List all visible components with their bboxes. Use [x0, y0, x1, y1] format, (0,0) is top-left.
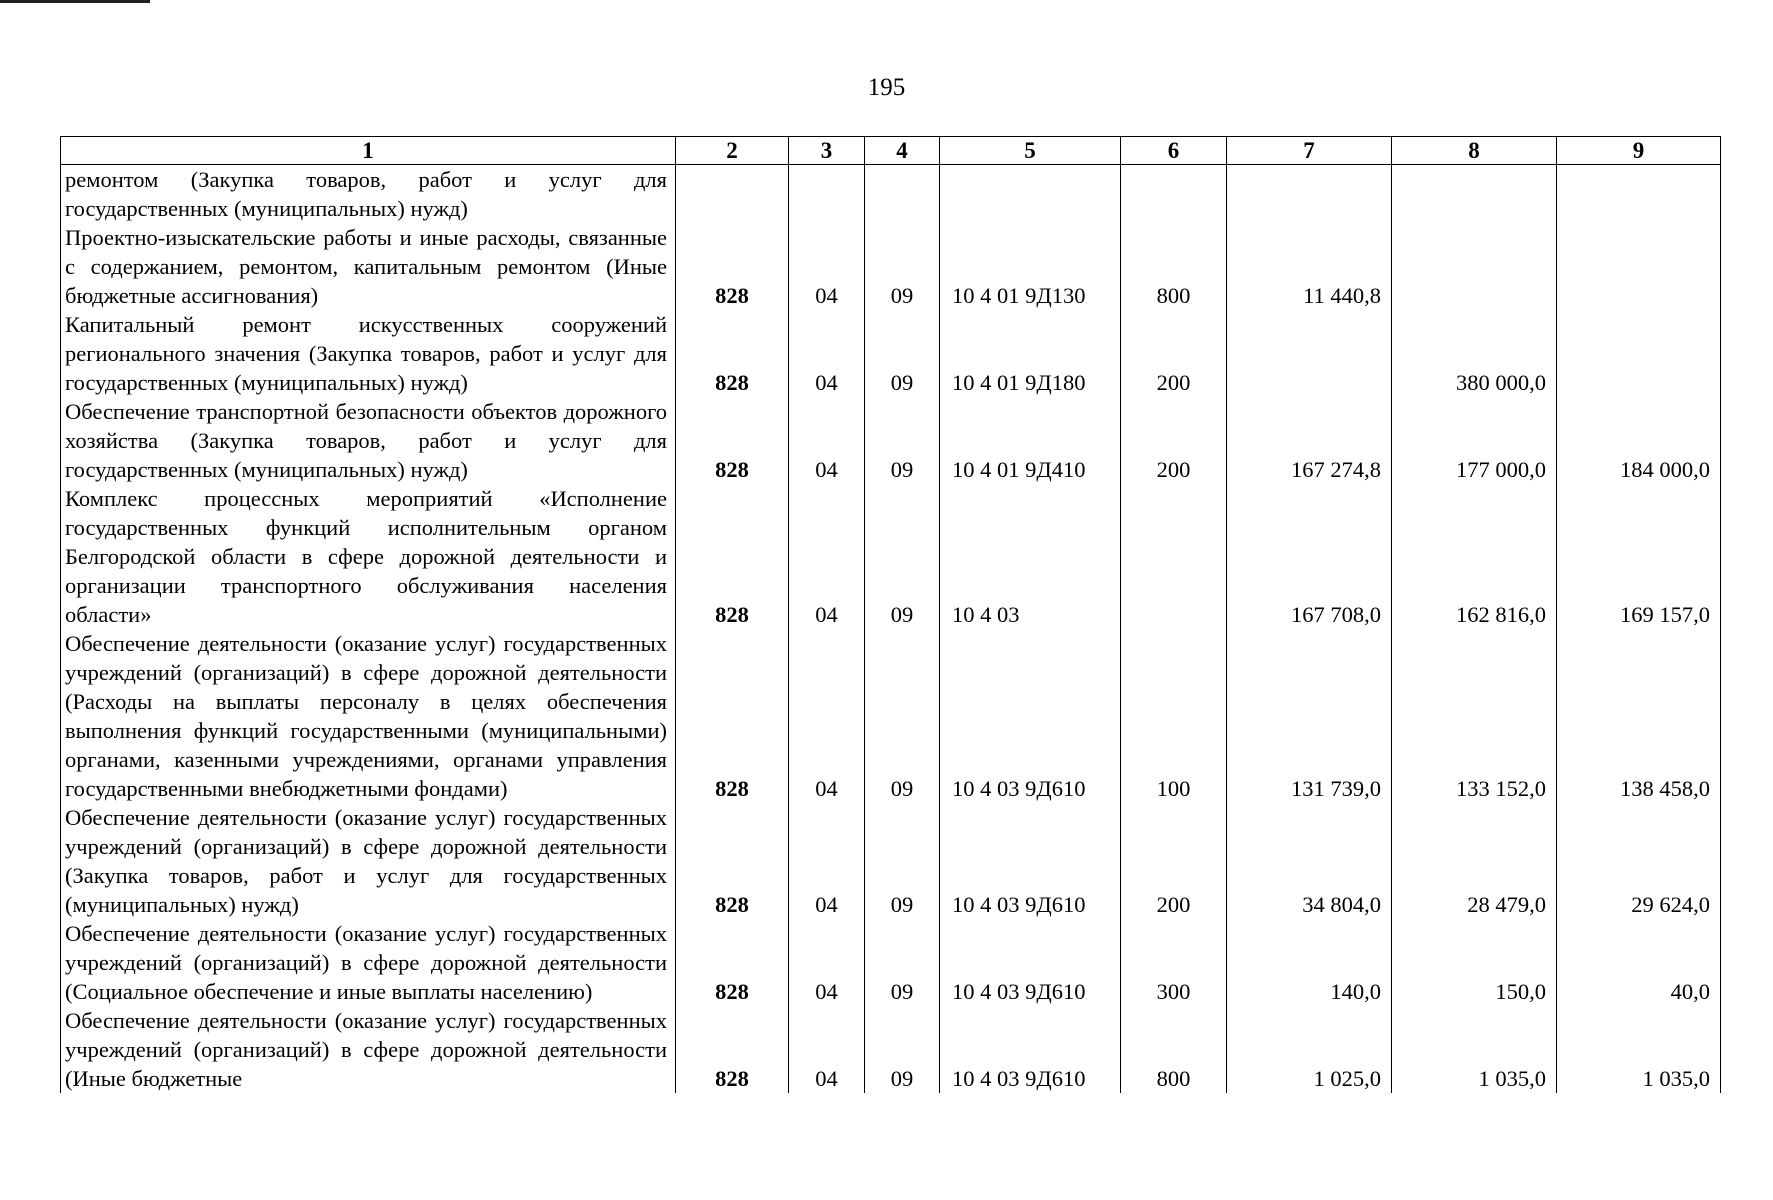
table-row [61, 223, 1721, 310]
table-row [61, 803, 1721, 919]
amount-col8-cell [1392, 165, 1557, 224]
expense-type-cell [1121, 165, 1227, 224]
amount-col8-cell [1392, 223, 1557, 310]
expense-type-cell: 800 [1121, 223, 1227, 310]
amount-col9-cell: 1 035,0 [1557, 1006, 1721, 1093]
column-header-1: 1 [61, 137, 676, 165]
section-cell: 04 [789, 397, 865, 484]
section-cell: 04 [789, 310, 865, 397]
amount-col9-cell: 138 458,0 [1557, 629, 1721, 803]
expense-type-cell: 100 [1121, 629, 1227, 803]
column-header-6: 6 [1121, 137, 1227, 165]
ministry-code-cell: 828 [676, 629, 789, 803]
subsection-cell: 09 [865, 484, 940, 629]
section-cell: 04 [789, 919, 865, 1006]
table-row [61, 919, 1721, 1006]
subsection-cell [865, 165, 940, 224]
scan-artifact-line [0, 0, 150, 3]
description-cell: Капитальный ремонт искусственных сооружений регионального значения (Закупка товаров, работ и услуг для государственных (муниципальных) нужд) [61, 310, 676, 397]
table-row [61, 397, 1721, 484]
section-cell: 04 [789, 1006, 865, 1093]
description-cell: Обеспечение деятельности (оказание услуг) государственных учреждений (организаций) в сфере дорожной деятельности (Социальное обеспечение и иные выплаты населению) [61, 919, 676, 1006]
ministry-code-cell: 828 [676, 484, 789, 629]
amount-col8-cell: 150,0 [1392, 919, 1557, 1006]
subsection-cell: 09 [865, 223, 940, 310]
page-number: 195 [867, 74, 906, 101]
subsection-cell: 09 [865, 1006, 940, 1093]
amount-col7-cell [1227, 165, 1392, 224]
target-article-cell: 10 4 03 9Д610 [940, 1006, 1121, 1093]
amount-col9-cell: 40,0 [1557, 919, 1721, 1006]
target-article-cell: 10 4 01 9Д180 [940, 310, 1121, 397]
section-cell: 04 [789, 803, 865, 919]
ministry-code-cell: 828 [676, 803, 789, 919]
subsection-cell: 09 [865, 803, 940, 919]
target-article-cell: 10 4 03 9Д610 [940, 919, 1121, 1006]
description-cell: Обеспечение транспортной безопасности объектов дорожного хозяйства (Закупка товаров, работ и услуг для государственных (муниципальных) нужд) [61, 397, 676, 484]
amount-col7-cell: 131 739,0 [1227, 629, 1392, 803]
column-header-2: 2 [676, 137, 789, 165]
expense-type-cell: 300 [1121, 919, 1227, 1006]
amount-col7-cell: 34 804,0 [1227, 803, 1392, 919]
amount-col8-cell: 380 000,0 [1392, 310, 1557, 397]
amount-col7-cell [1227, 310, 1392, 397]
ministry-code-cell [676, 165, 789, 224]
column-header-9: 9 [1557, 137, 1721, 165]
description-cell: Обеспечение деятельности (оказание услуг) государственных учреждений (организаций) в сфере дорожной деятельности (Иные бюджетные [61, 1006, 676, 1093]
description-cell: Обеспечение деятельности (оказание услуг) государственных учреждений (организаций) в сфере дорожной деятельности (Расходы на выплаты персоналу в целях обеспечения выполнения функций государственными (муниципальными) органами, казенными учреждениями, органами управления государственными внебюджетными фондами) [61, 629, 676, 803]
amount-col8-cell: 177 000,0 [1392, 397, 1557, 484]
amount-col7-cell: 167 708,0 [1227, 484, 1392, 629]
table-row [61, 1006, 1721, 1093]
budget-table [60, 136, 1721, 1093]
ministry-code-cell: 828 [676, 919, 789, 1006]
section-cell [789, 165, 865, 224]
amount-col9-cell: 184 000,0 [1557, 397, 1721, 484]
description-cell: ремонтом (Закупка товаров, работ и услуг для государственных (муниципальных) нужд) [61, 165, 676, 224]
section-cell: 04 [789, 629, 865, 803]
amount-col9-cell [1557, 165, 1721, 224]
description-cell: Комплекс процессных мероприятий «Исполнение государственных функций исполнительным органом Белгородской области в сфере дорожной деятельности и организации транспортного обслуживания населения области» [61, 484, 676, 629]
amount-col7-cell: 11 440,8 [1227, 223, 1392, 310]
target-article-cell: 10 4 01 9Д410 [940, 397, 1121, 484]
expense-type-cell: 200 [1121, 803, 1227, 919]
subsection-cell: 09 [865, 310, 940, 397]
description-cell: Обеспечение деятельности (оказание услуг) государственных учреждений (организаций) в сфере дорожной деятельности (Закупка товаров, работ и услуг для государственных (муниципальных) нужд) [61, 803, 676, 919]
section-cell: 04 [789, 223, 865, 310]
amount-col9-cell: 29 624,0 [1557, 803, 1721, 919]
expense-type-cell [1121, 484, 1227, 629]
subsection-cell: 09 [865, 397, 940, 484]
ministry-code-cell: 828 [676, 397, 789, 484]
table-body [61, 165, 1721, 1094]
amount-col9-cell: 169 157,0 [1557, 484, 1721, 629]
amount-col9-cell [1557, 310, 1721, 397]
table-row [61, 165, 1721, 224]
ministry-code-cell: 828 [676, 1006, 789, 1093]
section-cell: 04 [789, 484, 865, 629]
amount-col7-cell: 167 274,8 [1227, 397, 1392, 484]
header-row [61, 137, 1721, 165]
table-row [61, 310, 1721, 397]
amount-col8-cell: 133 152,0 [1392, 629, 1557, 803]
column-header-4: 4 [865, 137, 940, 165]
table-row [61, 629, 1721, 803]
column-header-7: 7 [1227, 137, 1392, 165]
amount-col9-cell [1557, 223, 1721, 310]
column-header-8: 8 [1392, 137, 1557, 165]
target-article-cell [940, 165, 1121, 224]
target-article-cell: 10 4 03 [940, 484, 1121, 629]
column-header-3: 3 [789, 137, 865, 165]
amount-col7-cell: 140,0 [1227, 919, 1392, 1006]
target-article-cell: 10 4 03 9Д610 [940, 629, 1121, 803]
subsection-cell: 09 [865, 919, 940, 1006]
amount-col8-cell: 28 479,0 [1392, 803, 1557, 919]
expense-type-cell: 800 [1121, 1006, 1227, 1093]
description-cell: Проектно-изыскательские работы и иные расходы, связанные с содержанием, ремонтом, капитальным ремонтом (Иные бюджетные ассигнования) [61, 223, 676, 310]
amount-col7-cell: 1 025,0 [1227, 1006, 1392, 1093]
expense-type-cell: 200 [1121, 397, 1227, 484]
target-article-cell: 10 4 01 9Д130 [940, 223, 1121, 310]
amount-col8-cell: 162 816,0 [1392, 484, 1557, 629]
ministry-code-cell: 828 [676, 223, 789, 310]
expense-type-cell: 200 [1121, 310, 1227, 397]
amount-col8-cell: 1 035,0 [1392, 1006, 1557, 1093]
subsection-cell: 09 [865, 629, 940, 803]
target-article-cell: 10 4 03 9Д610 [940, 803, 1121, 919]
table-row [61, 484, 1721, 629]
ministry-code-cell: 828 [676, 310, 789, 397]
column-header-5: 5 [940, 137, 1121, 165]
